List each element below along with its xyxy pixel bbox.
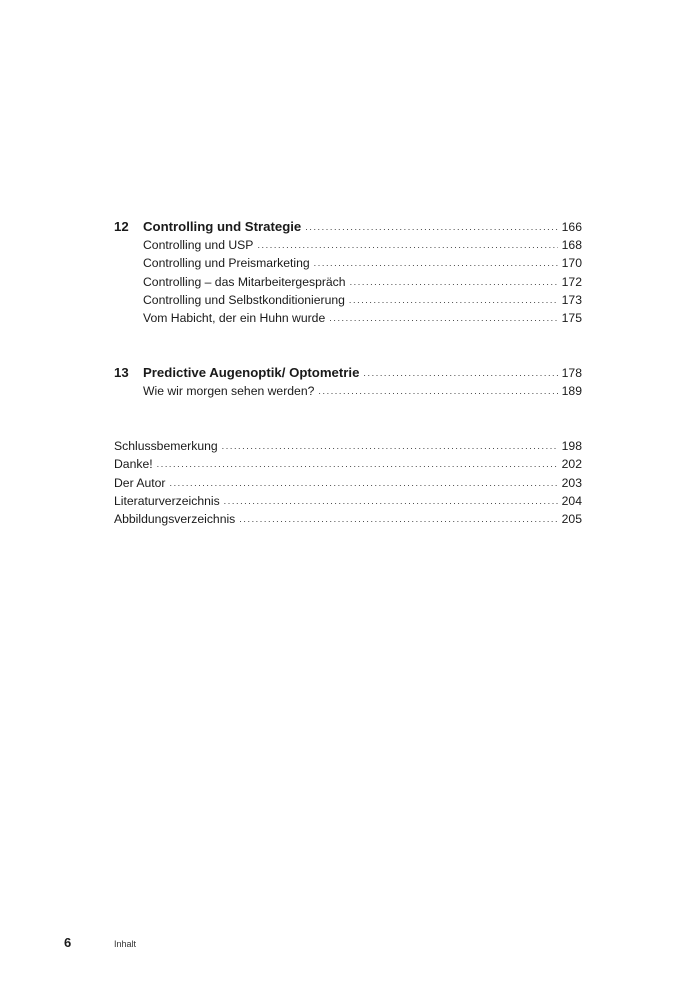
chapter-heading[interactable] <box>114 219 582 238</box>
dot-leader <box>305 222 557 232</box>
entry-title: Schlussbemerkung <box>114 439 218 453</box>
page-number: 198 <box>561 439 582 453</box>
dot-leader <box>157 459 558 469</box>
toc-entry[interactable] <box>114 494 582 512</box>
entry-title: Controlling und USP <box>143 238 254 252</box>
folio-page-number: 6 <box>64 935 72 950</box>
entry-title: Der Autor <box>114 475 166 490</box>
page-number: 178 <box>561 366 582 380</box>
entry-title: Literaturverzeichnis <box>114 493 220 508</box>
toc-entry[interactable] <box>114 439 582 457</box>
toc-entry[interactable] <box>114 384 582 402</box>
dot-leader <box>329 313 557 323</box>
toc-chapter-13 <box>114 365 582 402</box>
page-number: 204 <box>561 493 582 508</box>
toc-back-matter <box>114 439 582 530</box>
page-number: 202 <box>561 457 582 472</box>
chapter-title: Predictive Augenoptik/ Optometrie <box>143 365 360 380</box>
toc-entry[interactable] <box>114 256 582 274</box>
toc-entry[interactable] <box>114 238 582 256</box>
dot-leader <box>350 277 558 287</box>
page-number: 170 <box>561 256 582 271</box>
chapter-title: Controlling und Strategie <box>143 219 302 234</box>
page-number: 203 <box>561 475 582 490</box>
page-footer <box>64 935 136 950</box>
entry-title: Controlling und Preismarketing <box>143 256 310 271</box>
entry-title: Danke! <box>114 457 153 472</box>
dot-leader <box>314 258 558 268</box>
toc-chapter-12 <box>114 219 582 329</box>
entry-title: Wie wir morgen sehen werden? <box>143 384 315 398</box>
dot-leader <box>239 514 557 524</box>
toc-entry[interactable] <box>114 293 582 311</box>
toc-entry[interactable] <box>114 311 582 329</box>
page-number: 166 <box>561 220 582 234</box>
page-number: 205 <box>561 512 582 527</box>
page-number: 175 <box>561 311 582 326</box>
page-number: 189 <box>561 384 582 398</box>
dot-leader <box>257 240 557 250</box>
chapter-number: 13 <box>114 365 129 380</box>
page-number: 173 <box>561 292 582 307</box>
dot-leader <box>222 441 558 451</box>
entry-title: Controlling und Selbstkonditionierung <box>143 292 345 307</box>
chapter-heading[interactable] <box>114 365 582 384</box>
entry-title: Vom Habicht, der ein Huhn wurde <box>143 311 326 326</box>
toc-entry[interactable] <box>114 275 582 293</box>
toc-entry[interactable] <box>114 457 582 475</box>
dot-leader <box>318 386 557 396</box>
dot-leader <box>363 368 557 378</box>
entry-title: Controlling – das Mitarbeitergespräch <box>143 274 346 289</box>
dot-leader <box>169 478 557 488</box>
entry-title: Abbildungsverzeichnis <box>114 512 236 527</box>
toc-entry[interactable] <box>114 476 582 494</box>
page-number: 172 <box>561 274 582 289</box>
dot-leader <box>224 496 558 506</box>
running-title: Inhalt <box>114 939 137 949</box>
chapter-number: 12 <box>114 219 129 234</box>
page-number: 168 <box>561 238 582 252</box>
dot-leader <box>349 295 558 305</box>
toc-entry[interactable] <box>114 512 582 530</box>
